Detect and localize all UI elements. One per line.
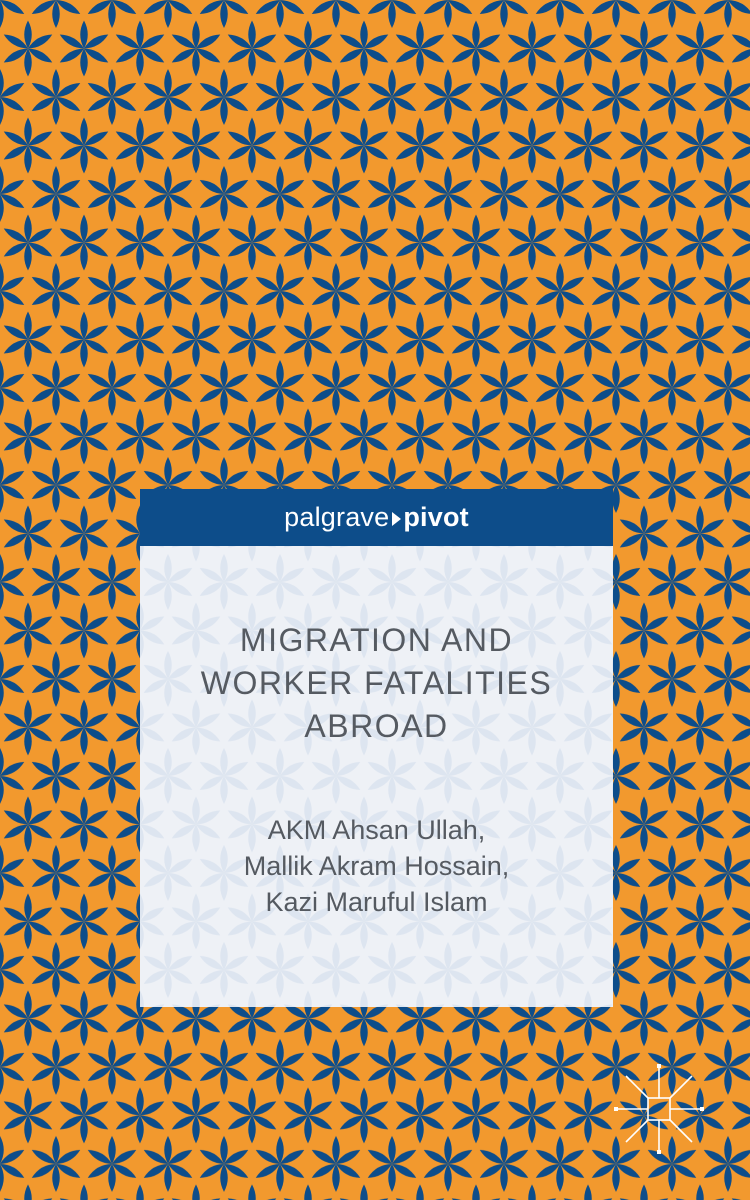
publisher-banner	[140, 489, 613, 546]
title-line: ABROAD	[304, 708, 449, 744]
sparkle-star-logo-icon	[614, 1064, 704, 1154]
imprint-name-bold: pivot	[403, 502, 469, 532]
imprint-name-light: palgrave	[284, 502, 390, 532]
author-name: AKM Ahsan Ullah,	[267, 815, 486, 845]
title-line: WORKER FATALITIES	[200, 665, 553, 701]
title-line: MIGRATION AND	[239, 622, 514, 658]
book-title	[140, 619, 613, 748]
author-name: Kazi Maruful Islam	[265, 887, 488, 917]
play-arrow-icon	[392, 512, 401, 526]
faint-petal-pattern	[140, 489, 613, 1007]
title-panel	[140, 489, 613, 1007]
author-name: Mallik Akram Hossain,	[243, 851, 510, 881]
author-list	[140, 812, 613, 920]
